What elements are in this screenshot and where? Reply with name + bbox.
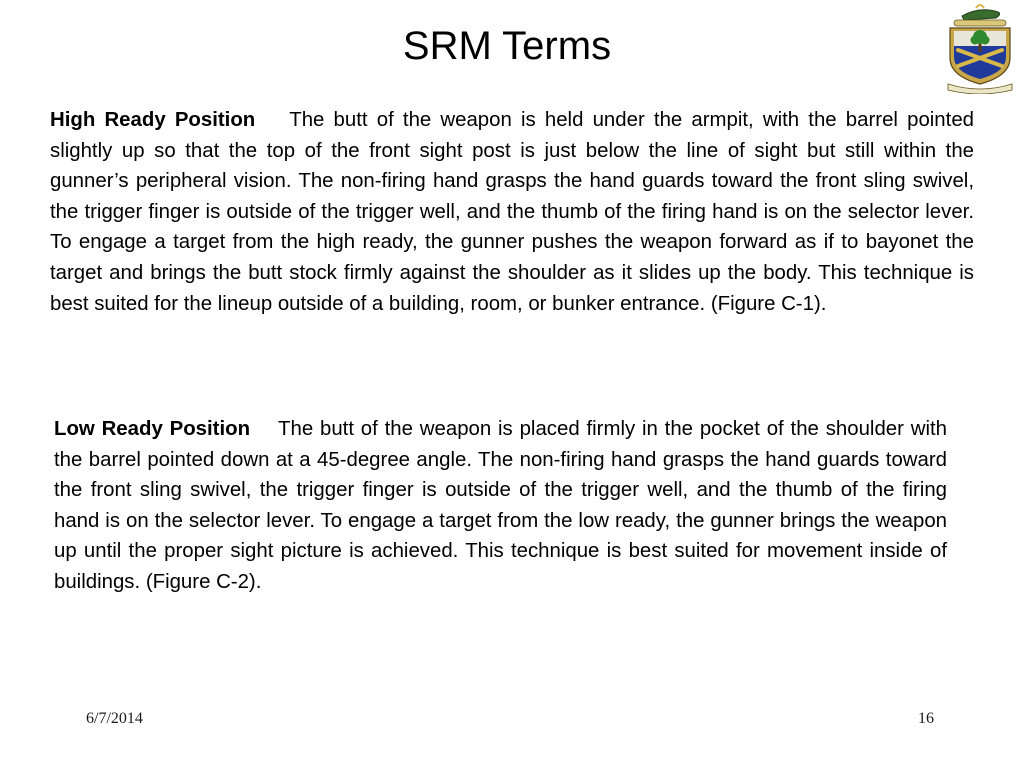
term-title: Low Ready Position — [54, 418, 251, 440]
term-title: High Ready Position — [50, 109, 256, 131]
term-high-ready — [50, 105, 974, 319]
regimental-crest-icon — [940, 2, 1020, 94]
slide-number: 16 — [918, 710, 934, 727]
slide-title: SRM Terms — [402, 24, 612, 68]
term-definition: The butt of the weapon is held under the armpit, with the barrel pointed slightly up so that the top of the front sight post is just below the line of sight but still within the gunner’s peripheral vision. The non-firing hand grasps the hand guards toward the front sling swivel, the trigger finger is outside of the trigger well, and the thumb of the firing hand is on the selector lever. To engage a target from the high ready, the gunner pushes the weapon forward as if to bayonet the target and brings the butt stock firmly against the shoulder as it slides up the body. This technique is best suited for the lineup outside of a building, room, or bunker entrance. (Figure C-1). — [50, 109, 974, 315]
term-low-ready — [54, 414, 947, 598]
term-definition: The butt of the weapon is placed firmly in the pocket of the shoulder with the barrel pointed down at a 45-degree angle. The non-firing hand grasps the hand guards toward the front sling swivel, the trigger finger is outside of the trigger well, and the thumb of the firing hand is on the selector lever. To engage a target from the low ready, the gunner brings the weapon up until the proper sight picture is achieved. This technique is best suited for movement inside of buildings. (Figure C-2). — [54, 418, 947, 593]
footer-date: 6/7/2014 — [86, 710, 143, 727]
